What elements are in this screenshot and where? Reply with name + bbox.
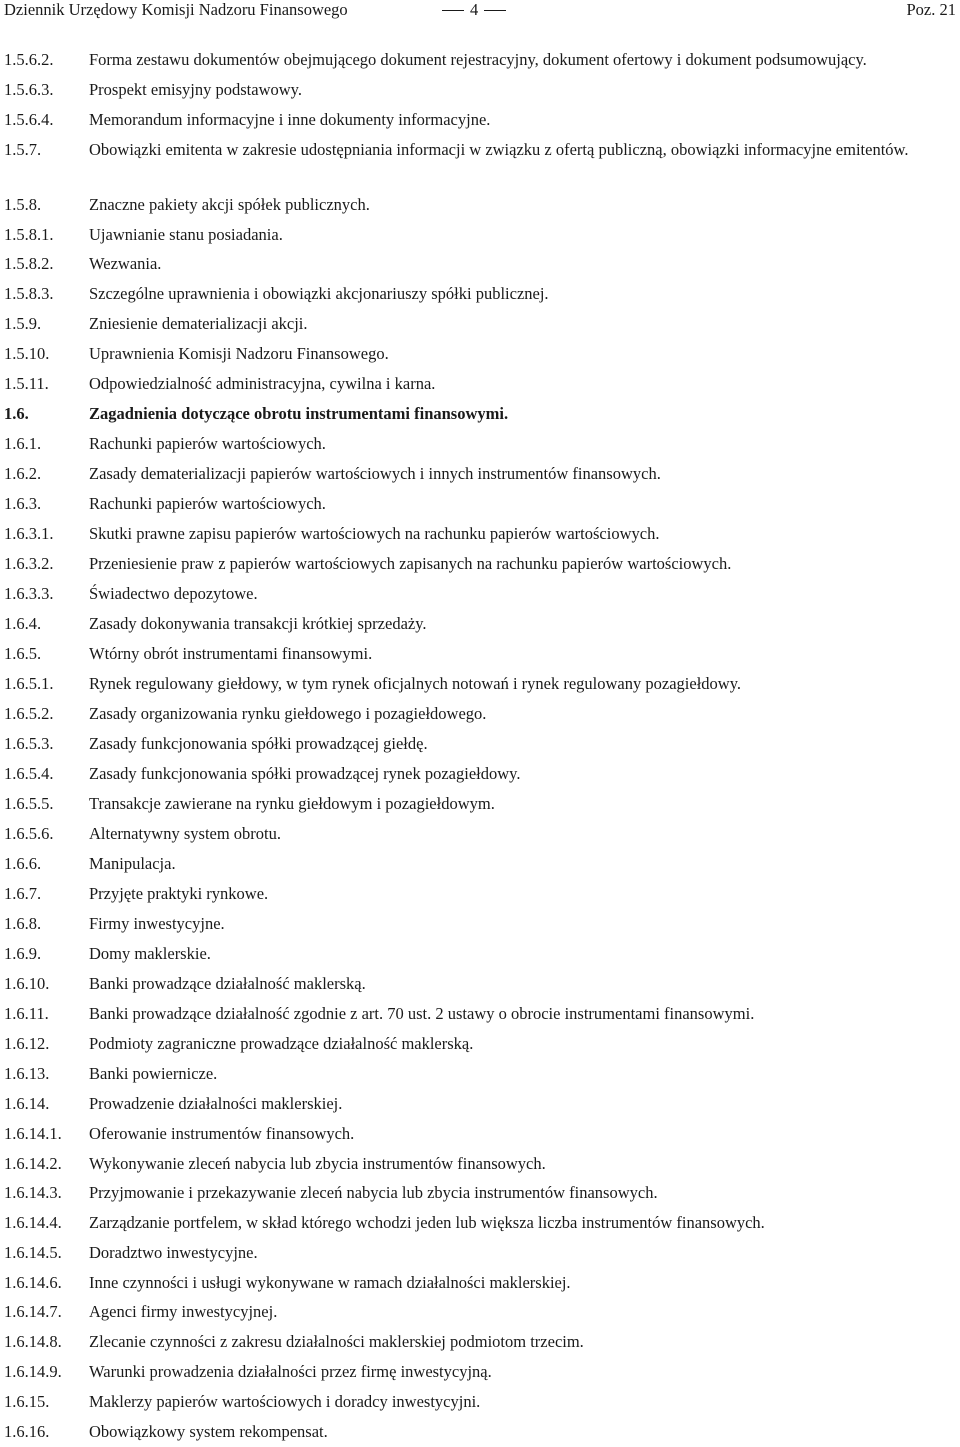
entry-text: Doradztwo inwestycyjne. — [89, 1243, 258, 1262]
entry-number: 1.6.6. — [4, 854, 42, 873]
entry-number: 1.6.14.9. — [4, 1362, 62, 1381]
entry-text: Prospekt emisyjny podstawowy. — [89, 80, 302, 99]
position-number: Poz. 21 — [906, 0, 956, 19]
entry-number: 1.5.9. — [4, 314, 42, 333]
entry-number: 1.6.14.5. — [4, 1243, 62, 1262]
entry-number: 1.6.16. — [4, 1422, 50, 1441]
entry-number: 1.6.14.3. — [4, 1183, 62, 1202]
entry-number: 1.6.4. — [4, 614, 42, 633]
entry-number: 1.5.8.1. — [4, 225, 54, 244]
entry-text: Manipulacja. — [89, 854, 176, 873]
dash-right — [484, 10, 506, 11]
entry-text: Prowadzenie działalności maklerskiej. — [89, 1094, 343, 1113]
entry-text: Zarządzanie portfelem, w skład którego wchodzi jeden lub większa liczba instrumentów finansowych. — [89, 1213, 765, 1232]
entry-number: 1.6.14.7. — [4, 1302, 62, 1321]
entry-text: Szczególne uprawnienia i obowiązki akcjonariuszy spółki publicznej. — [89, 284, 549, 303]
entry-text: Przyjmowanie i przekazywanie zleceń nabycia lub zbycia instrumentów finansowych. — [89, 1183, 658, 1202]
page-header — [0, 0, 960, 24]
entry-text: Zasady funkcjonowania spółki prowadzącej giełdę. — [89, 734, 428, 753]
entry-number: 1.6.14.2. — [4, 1154, 62, 1173]
entry-text: Obowiązkowy system rekompensat. — [89, 1422, 328, 1441]
entry-text: Firmy inwestycyjne. — [89, 914, 225, 933]
entry-number: 1.5.8.3. — [4, 284, 54, 303]
entry-number: 1.5.7. — [4, 140, 42, 159]
entry-number: 1.6.14.1. — [4, 1124, 62, 1143]
entry-text: Rachunki papierów wartościowych. — [89, 434, 326, 453]
entry-number: 1.6.3. — [4, 494, 42, 513]
entry-number: 1.6.14.8. — [4, 1332, 62, 1351]
entry-number: 1.6.5.6. — [4, 824, 54, 843]
entry-text: Rachunki papierów wartościowych. — [89, 494, 326, 513]
dash-left — [442, 10, 464, 11]
entry-text: Obowiązki emitenta w zakresie udostępniania informacji w związku z ofertą publiczną, obowiązki informacyjne emitentów. — [89, 140, 909, 159]
entry-number: 1.5.6.3. — [4, 80, 54, 99]
entry-text: Zasady dokonywania transakcji krótkiej sprzedaży. — [89, 614, 427, 633]
entry-number: 1.5.8.2. — [4, 254, 54, 273]
page-number-value: 4 — [470, 0, 479, 19]
entry-number: 1.6.12. — [4, 1034, 50, 1053]
entry-number: 1.6.14.4. — [4, 1213, 62, 1232]
entry-text: Ujawnianie stanu posiadania. — [89, 225, 283, 244]
entry-number: 1.6.14. — [4, 1094, 50, 1113]
entry-text: Zagadnienia dotyczące obrotu instrumentami finansowymi. — [89, 404, 509, 423]
entry-number: 1.6.13. — [4, 1064, 50, 1083]
entry-text: Zasady organizowania rynku giełdowego i pozagiełdowego. — [89, 704, 487, 723]
entry-text: Zasady dematerializacji papierów wartościowych i innych instrumentów finansowych. — [89, 464, 661, 483]
entry-number: 1.6.8. — [4, 914, 42, 933]
entry-number: 1.6. — [4, 404, 29, 423]
entry-number: 1.6.7. — [4, 884, 42, 903]
entry-text: Zlecanie czynności z zakresu działalności maklerskiej podmiotom trzecim. — [89, 1332, 584, 1351]
entry-text: Świadectwo depozytowe. — [89, 584, 258, 603]
entry-text: Domy maklerskie. — [89, 944, 211, 963]
entry-text: Agenci firmy inwestycyjnej. — [89, 1302, 278, 1321]
entry-number: 1.6.14.6. — [4, 1273, 62, 1292]
entry-text: Alternatywny system obrotu. — [89, 824, 282, 843]
entry-number: 1.6.9. — [4, 944, 42, 963]
entry-text: Odpowiedzialność administracyjna, cywilna i karna. — [89, 374, 436, 393]
entry-number: 1.5.6.2. — [4, 50, 54, 69]
entry-text: Znaczne pakiety akcji spółek publicznych. — [89, 195, 370, 214]
entry-number: 1.5.11. — [4, 374, 49, 393]
entry-number: 1.6.1. — [4, 434, 42, 453]
entry-number: 1.6.2. — [4, 464, 42, 483]
entry-number: 1.6.5.4. — [4, 764, 54, 783]
entry-number: 1.6.15. — [4, 1392, 50, 1411]
entry-text: Uprawnienia Komisji Nadzoru Finansowego. — [89, 344, 389, 363]
entry-number: 1.5.10. — [4, 344, 50, 363]
entry-text: Wykonywanie zleceń nabycia lub zbycia instrumentów finansowych. — [89, 1154, 546, 1173]
entry-text: Zasady funkcjonowania spółki prowadzącej rynek pozagiełdowy. — [89, 764, 521, 783]
page-number — [436, 0, 512, 20]
entry-text: Transakcje zawierane na rynku giełdowym i pozagiełdowym. — [89, 794, 495, 813]
journal-title: Dziennik Urzędowy Komisji Nadzoru Finansowego — [4, 0, 348, 19]
entry-text: Forma zestawu dokumentów obejmującego dokument rejestracyjny, dokument ofertowy i dokument podsumowujący. — [89, 50, 867, 69]
entry-number: 1.6.5. — [4, 644, 42, 663]
entry-text: Oferowanie instrumentów finansowych. — [89, 1124, 355, 1143]
entry-number: 1.6.11. — [4, 1004, 49, 1023]
entry-text: Memorandum informacyjne i inne dokumenty informacyjne. — [89, 110, 491, 129]
entry-number: 1.6.5.2. — [4, 704, 54, 723]
entry-text: Warunki prowadzenia działalności przez firmę inwestycyjną. — [89, 1362, 492, 1381]
entry-number: 1.6.3.3. — [4, 584, 54, 603]
entry-number: 1.6.10. — [4, 974, 50, 993]
entry-text: Podmioty zagraniczne prowadzące działalność maklerską. — [89, 1034, 474, 1053]
entry-text: Banki prowadzące działalność zgodnie z art. 70 ust. 2 ustawy o obrocie instrumentami finansowymi. — [89, 1004, 755, 1023]
entry-text: Inne czynności i usługi wykonywane w ramach działalności maklerskiej. — [89, 1273, 571, 1292]
entry-text: Maklerzy papierów wartościowych i doradcy inwestycyjni. — [89, 1392, 481, 1411]
entry-number: 1.5.8. — [4, 195, 42, 214]
entry-text: Rynek regulowany giełdowy, w tym rynek oficjalnych notowań i rynek regulowany pozagiełdowy. — [89, 674, 741, 693]
entry-text: Banki powiernicze. — [89, 1064, 218, 1083]
entry-text: Przyjęte praktyki rynkowe. — [89, 884, 269, 903]
entry-number: 1.6.5.3. — [4, 734, 54, 753]
entry-number: 1.5.6.4. — [4, 110, 54, 129]
entry-number: 1.6.5.5. — [4, 794, 54, 813]
entry-text: Wtórny obrót instrumentami finansowymi. — [89, 644, 373, 663]
entry-number: 1.6.3.2. — [4, 554, 54, 573]
entry-text: Przeniesienie praw z papierów wartościowych zapisanych na rachunku papierów wartościowych. — [89, 554, 732, 573]
entry-text: Wezwania. — [89, 254, 162, 273]
entry-number: 1.6.3.1. — [4, 524, 54, 543]
entry-text: Banki prowadzące działalność maklerską. — [89, 974, 366, 993]
entry-text: Skutki prawne zapisu papierów wartościowych na rachunku papierów wartościowych. — [89, 524, 660, 543]
entry-text: Zniesienie dematerializacji akcji. — [89, 314, 308, 333]
entry-number: 1.6.5.1. — [4, 674, 54, 693]
